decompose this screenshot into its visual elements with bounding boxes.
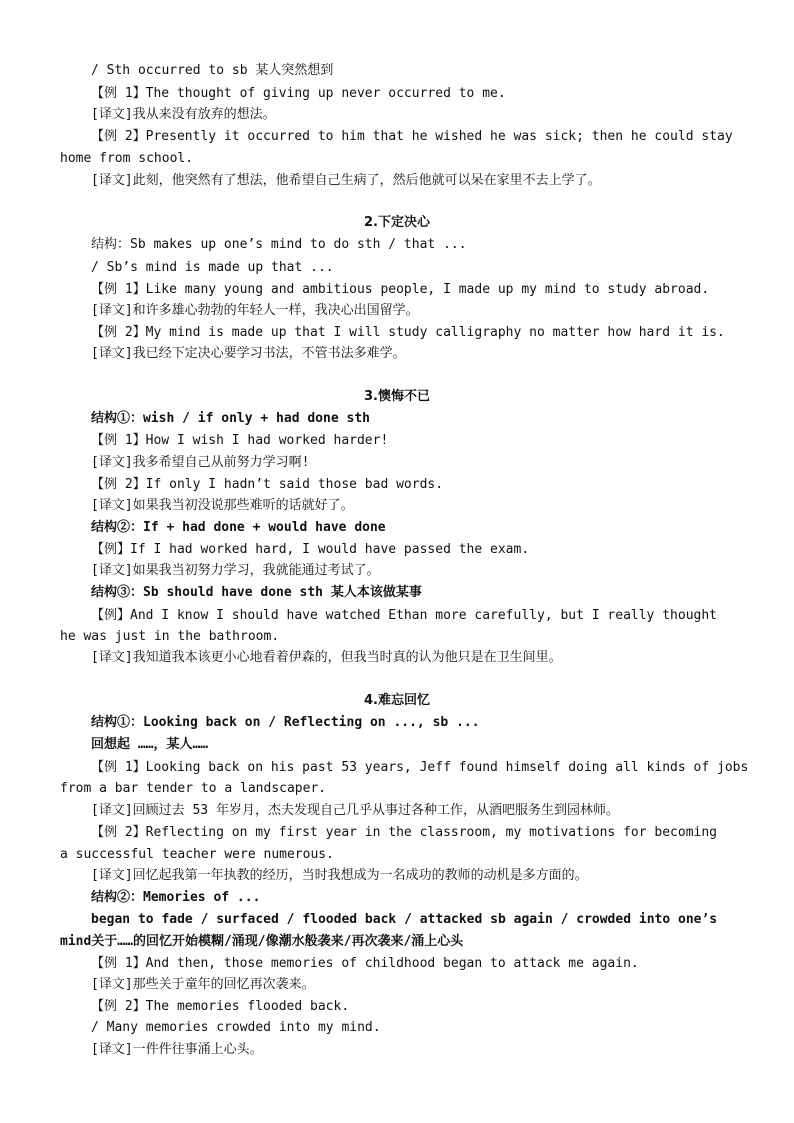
translation-line: [译文]一件件往事涌上心头。 [91, 1042, 263, 1057]
example-continuation: home from school. [60, 151, 194, 166]
example-line: 【例 2】Reflecting on my first year in the classroom, my motivations for becoming [91, 825, 717, 840]
translation-line: [译文]和许多雄心勃勃的年轻人一样，我决心出国留学。 [91, 303, 419, 318]
structure-line: 结构：Sb makes up one’s mind to do sth / that ... [91, 237, 467, 252]
translation-line: [译文]我知道我本该更小心地看着伊森的，但我当时真的认为他只是在卫生间里。 [91, 650, 562, 665]
translation-line: [译文]如果我当初没说那些难听的话就好了。 [91, 498, 354, 513]
example-line: 【例 2】The memories flooded back. [91, 999, 350, 1014]
structure-line: / Sth occurred to sb 某人突然想到 [91, 63, 334, 78]
structure-heading: 结构②：If + had done + would have done [91, 520, 386, 535]
structure-heading: 结构③：Sb should have done sth 某人本该做某事 [91, 585, 422, 600]
example-line: 【例 1】Looking back on his past 53 years, Jeff found himself doing all kinds of jobs [91, 760, 749, 775]
example-continuation: from a bar tender to a landscaper. [60, 781, 327, 796]
example-line: 【例 2】My mind is made up that I will study calligraphy no matter how hard it is. [91, 325, 725, 340]
structure-line: / Sb’s mind is made up that ... [91, 260, 334, 275]
example-line: 【例】And I know I should have watched Ethan more carefully, but I really thought [91, 608, 717, 623]
translation-line: [译文]我多希望自己从前努力学习啊! [91, 455, 310, 470]
example-line: 【例 2】If only I hadn’t said those bad words. [91, 477, 444, 492]
translation-line: [译文]那些关于童年的回忆再次袭来。 [91, 977, 315, 992]
translation-line: [译文]我已经下定决心要学习书法，不管书法多难学。 [91, 346, 406, 361]
example-line: 【例 1】Like many young and ambitious people, I made up my mind to study abroad. [91, 282, 710, 297]
structure-heading: mind关于……的回忆开始模糊/涌现/像潮水般袭来/再次袭来/涌上心头 [60, 934, 464, 949]
section-heading: 2.下定决心 [364, 215, 430, 230]
structure-heading: began to fade / surfaced / flooded back / attacked sb again / crowded into one’s [91, 912, 718, 927]
translation-line: [译文]回顾过去 53 年岁月，杰夫发现自己几乎从事过各种工作，从酒吧服务生到园林师。 [91, 803, 619, 818]
example-line: 【例 1】How I wish I had worked harder! [91, 433, 389, 448]
example-continuation: he was just in the bathroom. [60, 629, 280, 644]
translation-line: [译文]回忆起我第一年执教的经历，当时我想成为一名成功的教师的动机是多方面的。 [91, 868, 588, 883]
example-line: 【例 2】Presently it occurred to him that he wished he was sick; then he could stay [91, 129, 733, 144]
example-line: 【例 1】The thought of giving up never occurred to me. [91, 86, 506, 101]
translation-line: [译文]此刻，他突然有了想法，他希望自己生病了，然后他就可以呆在家里不去上学了。 [91, 173, 601, 188]
example-line: / Many memories crowded into my mind. [91, 1020, 381, 1035]
translation-line: [译文]我从来没有放弃的想法。 [91, 107, 276, 122]
structure-heading: 结构②：Memories of ... [91, 890, 261, 905]
structure-heading: 结构①：Looking back on / Reflecting on ..., sb ... [91, 715, 480, 730]
translation-line: [译文]如果我当初努力学习，我就能通过考试了。 [91, 563, 380, 578]
example-line: 【例】If I had worked hard, I would have passed the exam. [91, 542, 530, 557]
section-heading: 3.懊悔不已 [364, 389, 430, 404]
section-heading: 4.难忘回忆 [364, 693, 430, 708]
structure-heading: 结构①：wish / if only + had done sth [91, 411, 370, 426]
example-line: 【例 1】And then, those memories of childhood began to attack me again. [91, 956, 639, 971]
example-continuation: a successful teacher were numerous. [60, 847, 334, 862]
structure-heading: 回想起 ……，某人…… [91, 737, 209, 752]
